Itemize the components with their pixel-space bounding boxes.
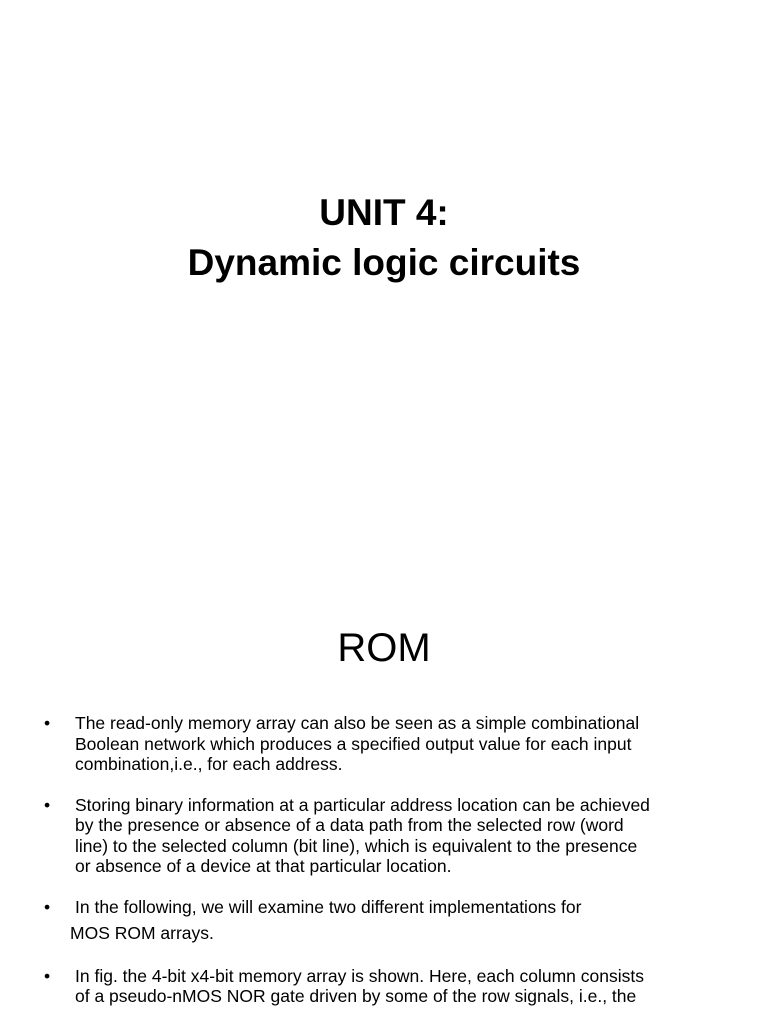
bullet-line: of a pseudo-nMOS NOR gate driven by some of the row signals, i.e., the xyxy=(75,986,637,1006)
bullet-item xyxy=(0,897,768,944)
bullet-list xyxy=(0,713,768,1024)
bullet-dot-icon: • xyxy=(44,794,51,815)
bullet-line: The read-only memory array can also be seen as a simple combinational xyxy=(75,713,640,733)
bullet-dot-icon: • xyxy=(44,896,51,917)
bullet-line: MOS ROM arrays. xyxy=(70,923,214,943)
bullet-line: Storing binary information at a particular address location can be achieved xyxy=(75,794,650,815)
bullet-dot-icon: • xyxy=(44,965,51,986)
bullet-line: In the following, we will examine two different implementations for xyxy=(75,896,582,917)
rom-slide xyxy=(0,576,768,1024)
bullet-dot-icon: • xyxy=(44,713,51,733)
bullet-item xyxy=(0,966,768,1007)
bullet-line: combination,i.e., for each address. xyxy=(75,754,343,774)
bullet-line: by the presence or absence of a data path from the selected row (word xyxy=(75,815,624,835)
bullet-line: or absence of a device at that particular location. xyxy=(75,856,452,876)
bullet-line: Boolean network which produces a specified output value for each input xyxy=(75,733,632,754)
rom-heading: ROM xyxy=(337,626,431,670)
title-unit: UNIT 4: xyxy=(319,192,449,233)
title-topic: Dynamic logic circuits xyxy=(187,242,581,283)
bullet-item xyxy=(0,795,768,877)
bullet-item xyxy=(0,713,768,775)
bullet-line: In fig. the 4-bit x4-bit memory array is shown. Here, each column consists xyxy=(75,965,644,986)
bullet-line: line) to the selected column (bit line), which is equivalent to the presence xyxy=(75,835,638,856)
slide-title xyxy=(0,188,768,288)
